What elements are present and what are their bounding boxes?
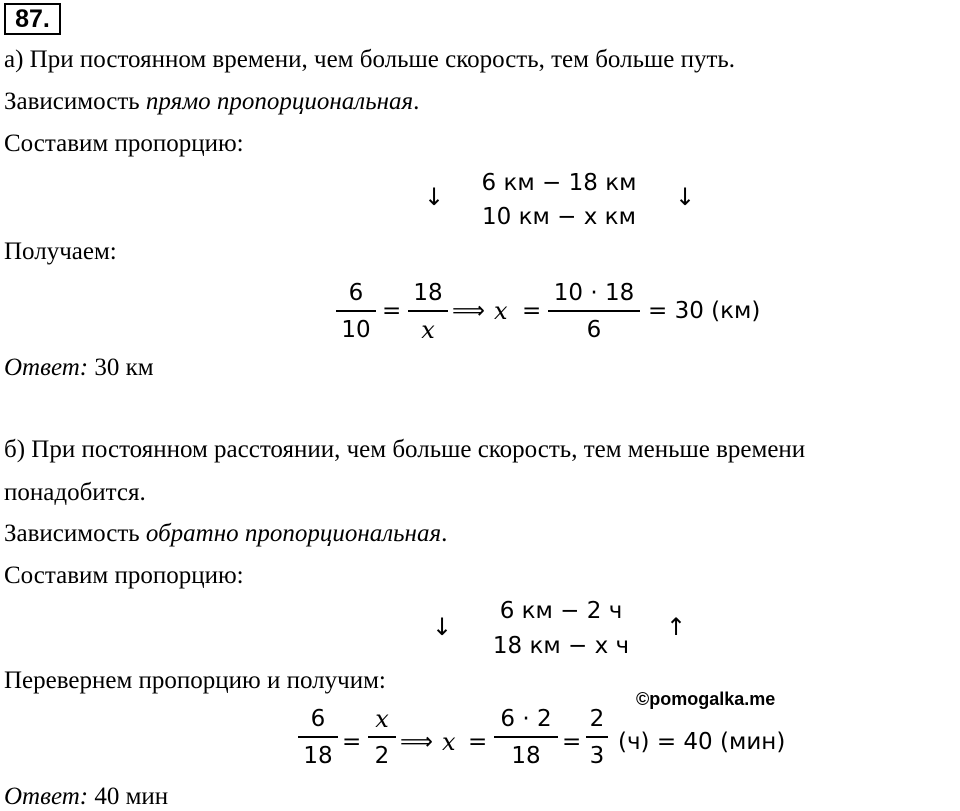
part-a-statement: а) При постоянном времени, чем больше скорость, тем больше путь. — [4, 46, 736, 73]
problem-number: 87. — [4, 3, 61, 35]
part-b-dependency — [4, 520, 447, 548]
fraction — [336, 280, 376, 343]
fraction — [548, 280, 640, 343]
fraction-bar — [408, 310, 448, 312]
denominator: 18 — [303, 743, 333, 769]
equals-sign: = — [522, 298, 542, 324]
denominator: 18 — [511, 743, 541, 769]
equals-sign: = — [382, 298, 402, 324]
watermark: ©pomogalka.me — [636, 689, 776, 709]
proportion-row-2: 18 км − х ч — [492, 633, 630, 659]
part-b-statement-line-2: понадобится. — [4, 479, 146, 506]
dependency-suffix: . — [413, 88, 420, 115]
part-b-statement-line-1: б) При постоянном расстоянии, чем больше скорость, тем меньше времени — [4, 436, 806, 463]
fraction-bar — [336, 310, 376, 312]
denominator: x — [421, 316, 435, 344]
fraction-bar — [548, 310, 640, 312]
dependency-prefix: Зависимость — [4, 88, 146, 115]
fraction-bar — [586, 736, 608, 738]
fraction-bar — [494, 736, 558, 738]
up-arrow-icon: ↑ — [666, 613, 687, 641]
answer-value: 40 мин — [88, 783, 169, 810]
fraction — [586, 706, 608, 769]
answer-label: Ответ: — [4, 783, 89, 810]
numerator: 2 — [589, 706, 605, 732]
dependency-suffix: . — [441, 520, 448, 547]
proportion-row-1: 6 км − 18 км — [481, 170, 637, 196]
answer-label: Ответ: — [4, 354, 89, 381]
proportion-row-2: 10 км − х км — [482, 204, 636, 230]
variable-x: x — [442, 728, 456, 756]
fraction — [298, 706, 338, 769]
result: = 30 (км) — [648, 298, 761, 324]
part-b-flip-label: Перевернем пропорцию и получим: — [4, 667, 386, 694]
denominator: 6 — [586, 317, 602, 343]
proportion-row-1: 6 км − 2 ч — [499, 598, 623, 624]
fraction — [494, 706, 558, 769]
fraction-bar — [368, 736, 396, 738]
numerator: 6 · 2 — [500, 706, 552, 732]
dependency-prefix: Зависимость — [4, 520, 146, 547]
fraction-bar — [298, 736, 338, 738]
fraction — [368, 706, 396, 769]
numerator: 10 · 18 — [553, 280, 635, 306]
part-a-dependency — [4, 88, 419, 116]
equals-sign: = — [562, 729, 582, 755]
implies-sign: ⟹ — [400, 729, 433, 755]
denominator: 3 — [589, 743, 605, 769]
part-b-answer — [4, 783, 168, 811]
part-b-compose-label: Составим пропорцию: — [4, 562, 244, 589]
numerator: 18 — [413, 280, 443, 306]
numerator: x — [375, 705, 389, 733]
result: (ч) = 40 (мин) — [618, 729, 786, 755]
equals-sign: = — [342, 729, 362, 755]
fraction — [408, 280, 448, 343]
part-a-answer — [4, 354, 154, 382]
dependency-type: обратно пропорциональная — [145, 520, 442, 547]
part-a-get-label: Получаем: — [4, 238, 117, 265]
denominator: 2 — [374, 743, 390, 769]
part-a-compose-label: Составим пропорцию: — [4, 130, 244, 157]
numerator: 6 — [348, 280, 364, 306]
dependency-type: прямо пропорциональная — [145, 88, 414, 115]
down-arrow-icon: ↓ — [424, 183, 445, 211]
down-arrow-icon: ↓ — [675, 183, 696, 211]
answer-value: 30 км — [88, 354, 154, 381]
down-arrow-icon: ↓ — [432, 613, 453, 641]
equals-sign: = — [468, 729, 488, 755]
denominator: 10 — [341, 317, 371, 343]
variable-x: x — [494, 297, 508, 325]
numerator: 6 — [310, 706, 326, 732]
implies-sign: ⟹ — [452, 298, 485, 324]
